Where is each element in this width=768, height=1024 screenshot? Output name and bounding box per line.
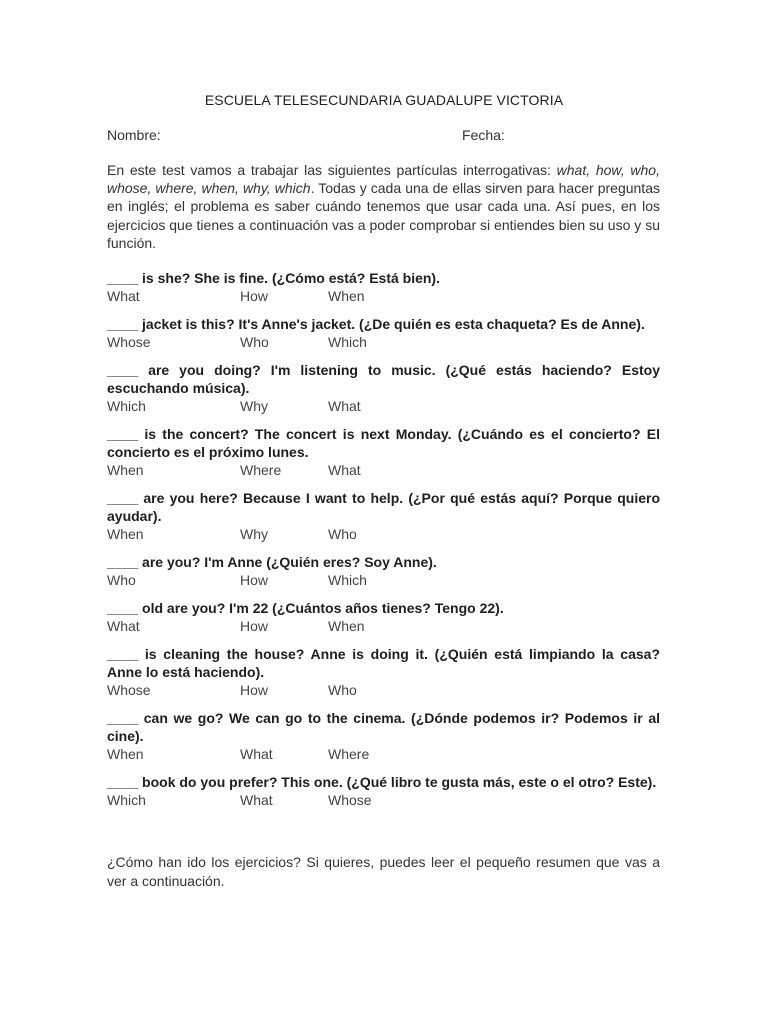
answer-options — [107, 791, 660, 809]
question-item — [107, 489, 660, 543]
answer-option[interactable]: Who — [107, 572, 136, 588]
intro-paragraph — [107, 161, 660, 252]
question-text: ____ is cleaning the house? Anne is doing it. (¿Quién está limpiando la casa? Anne lo está haciendo). — [107, 646, 660, 680]
answer-option[interactable]: Why — [240, 526, 268, 542]
intro-lead: En este test vamos a trabajar las siguientes partículas interrogativas: — [107, 162, 557, 178]
answer-option[interactable]: Which — [107, 398, 146, 414]
question-item — [107, 425, 660, 479]
answer-option[interactable]: When — [107, 462, 144, 478]
question-text: ____ can we go? We can go to the cinema. (¿Dónde podemos ir? Podemos ir al cine). — [107, 710, 660, 744]
document-title: ESCUELA TELESECUNDARIA GUADALUPE VICTORIA — [204, 92, 564, 108]
answer-option[interactable]: Whose — [107, 682, 151, 698]
question-item — [107, 553, 660, 589]
answer-option[interactable]: Who — [328, 682, 357, 698]
answer-option[interactable]: Who — [328, 526, 357, 542]
answer-option[interactable]: Who — [240, 334, 269, 350]
answer-options — [107, 525, 660, 543]
answer-options — [107, 617, 660, 635]
question-item — [107, 315, 660, 351]
answer-option[interactable]: Whose — [107, 334, 151, 350]
answer-option[interactable]: Where — [328, 746, 370, 762]
answer-option[interactable]: Which — [107, 792, 146, 808]
answer-options — [107, 745, 660, 763]
question-item — [107, 709, 660, 763]
answer-options — [107, 681, 660, 699]
question-item — [107, 645, 660, 699]
answer-option[interactable]: When — [328, 288, 365, 304]
answer-option[interactable]: When — [107, 526, 144, 542]
answer-option[interactable]: What — [107, 618, 140, 634]
answer-options — [107, 461, 660, 479]
date-label: Fecha: — [462, 127, 505, 143]
answer-option[interactable]: What — [240, 746, 273, 762]
intro-particles: what, how, who, whose, where, when, why, which — [107, 162, 660, 197]
intro-rest: . Todas y cada una de ellas sirven para hacer preguntas en inglés; el problema es saber cuándo tenemos que usar cada una. Así pues, en los ejercicios que tienes a continuación vas a poder comprobar si entiendes bien su uso y su función. — [107, 180, 660, 251]
answer-option[interactable]: What — [107, 288, 140, 304]
question-text: ____ is she? She is fine. (¿Cómo está? Está bien). — [107, 270, 440, 286]
answer-option[interactable]: Which — [328, 572, 367, 588]
answer-option[interactable]: Why — [240, 398, 268, 414]
question-item — [107, 599, 660, 635]
question-text: ____ is the concert? The concert is next Monday. (¿Cuándo es el concierto? El concierto es el próximo lunes. — [107, 426, 660, 460]
name-label: Nombre: — [107, 127, 161, 143]
question-text: ____ are you here? Because I want to help. (¿Por qué estás aquí? Porque quiero ayudar). — [107, 490, 660, 524]
question-item — [107, 773, 660, 809]
answer-option[interactable]: How — [240, 572, 269, 588]
question-item — [107, 361, 660, 415]
question-text: ____ jacket is this? It's Anne's jacket. (¿De quién es esta chaqueta? Es de Anne). — [107, 316, 645, 332]
answer-option[interactable]: What — [328, 462, 361, 478]
answer-option[interactable]: Whose — [328, 792, 372, 808]
question-item — [107, 269, 660, 305]
answer-options — [107, 333, 660, 351]
answer-option[interactable]: How — [240, 618, 269, 634]
answer-option[interactable]: When — [107, 746, 144, 762]
question-text: ____ are you doing? I'm listening to music. (¿Qué estás haciendo? Estoy escuchando música). — [107, 362, 660, 396]
answer-options — [107, 571, 660, 589]
answer-option[interactable]: When — [328, 618, 365, 634]
closing-paragraph: ¿Cómo han ido los ejercicios? Si quieres, puedes leer el pequeño resumen que vas a ver a continuación. — [107, 854, 660, 889]
answer-option[interactable]: What — [240, 792, 273, 808]
answer-option[interactable]: Where — [240, 462, 282, 478]
question-list — [107, 269, 660, 819]
question-text: ____ book do you prefer? This one. (¿Qué libro te gusta más, este o el otro? Este). — [107, 774, 657, 790]
question-text: ____ old are you? I'm 22 (¿Cuántos años tienes? Tengo 22). — [107, 600, 504, 616]
answer-option[interactable]: What — [328, 398, 361, 414]
question-text: ____ are you? I'm Anne (¿Quién eres? Soy Anne). — [107, 554, 437, 570]
answer-option[interactable]: Which — [328, 334, 367, 350]
answer-options — [107, 287, 660, 305]
answer-options — [107, 397, 660, 415]
answer-option[interactable]: How — [240, 682, 269, 698]
answer-option[interactable]: How — [240, 288, 269, 304]
